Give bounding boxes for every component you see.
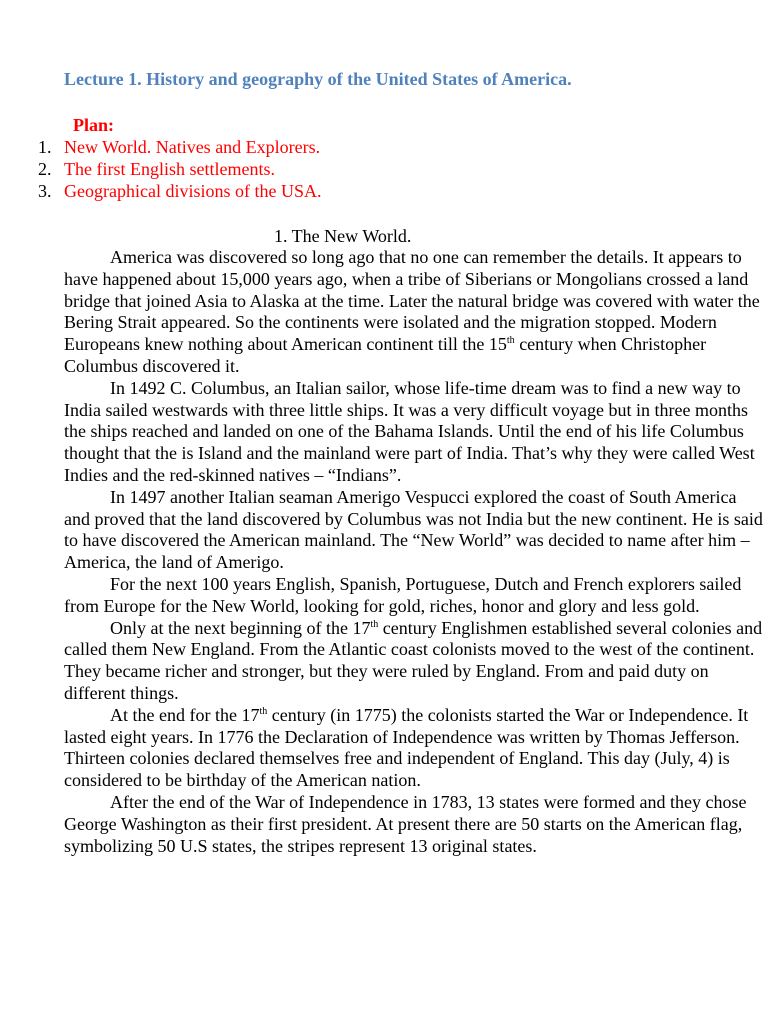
paragraph: In 1492 C. Columbus, an Italian sailor, whose life-time dream was to find a new way to India sailed westwards with three little ships. It was a very difficult voyage but in three months the ships reached and landed on one of the Bahama Islands. Until the end of his life Columbus thought that the is Island and the mainland were part of India. That’s why they were called West Indies and the red-skinned natives – “Indians”. (64, 377, 755, 485)
superscript: th (370, 618, 379, 630)
paragraph: After the end of the War of Independence in 1783, 13 states were formed and they chose George Washington as their first president. At present there are 50 starts on the American flag, symbolizing 50 U.S states, the stripes represent 13 original states. (64, 791, 747, 856)
paragraph: For the next 100 years English, Spanish, Portuguese, Dutch and French explorers sailed from Europe for the New World, looking for gold, riches, honor and glory and less gold. (64, 573, 742, 616)
body-text (64, 247, 764, 857)
plan-item-number: 1. (38, 137, 52, 157)
plan-item-number: 3. (38, 181, 52, 201)
paragraph-text: At the end for the 17 (110, 704, 260, 725)
plan-item (38, 180, 321, 202)
plan-list (38, 136, 321, 202)
paragraph (64, 705, 764, 792)
plan-item-text: New World. Natives and Explorers. (64, 137, 321, 157)
section-heading: 1. The New World. (274, 226, 412, 246)
paragraph-text: America was discovered so long ago that no one can remember the details. It appears to have happened about 15,000 years ago, when a tribe of Siberians or Mongolians crossed a land bridge that joined Asia to Alaska at the time. Later the natural bridge was covered with water the Bering Strait appeared. So the continents were isolated and the migration stopped. Modern Europeans knew nothing about American continent till the 15 (64, 247, 760, 355)
lecture-title: Lecture 1. History and geography of the United States of America. (64, 69, 572, 89)
paragraph-text: century (in 1775) the colonists started the War or Independence. It lasted eight years. In 1776 the Declaration of Independence was written by Thomas Jefferson. Thirteen colonies declared themselves free and independent of England. This day (July, 4) is considered to be birthday of the American nation. (64, 704, 749, 791)
plan-item (38, 136, 321, 158)
plan-label: Plan: (73, 115, 115, 135)
superscript: th (506, 335, 515, 347)
paragraph (64, 247, 764, 378)
plan-item-number: 2. (38, 159, 52, 179)
plan-item-text: Geographical divisions of the USA. (64, 181, 322, 201)
superscript: th (259, 705, 268, 717)
plan-item (38, 158, 321, 180)
paragraph: In 1497 another Italian seaman Amerigo Vespucci explored the coast of South America and proved that the land discovered by Columbus was not India but the new continent. He is said to have discovered the American mainland. The “New World” was decided to name after him –America, the land of Amerigo. (64, 486, 763, 573)
plan-item-text: The first English settlements. (64, 159, 275, 179)
paragraph-text: century Englishmen established several colonies and called them New England. From the Atlantic coast colonists moved to the west of the continent. They became richer and stronger, but they were ruled by England. From and paid duty on different things. (64, 617, 763, 703)
paragraph (64, 618, 764, 705)
paragraph-text: Only at the next beginning of the 17 (110, 617, 371, 638)
paragraph-text: century when Christopher Columbus discovered it. (64, 334, 707, 376)
